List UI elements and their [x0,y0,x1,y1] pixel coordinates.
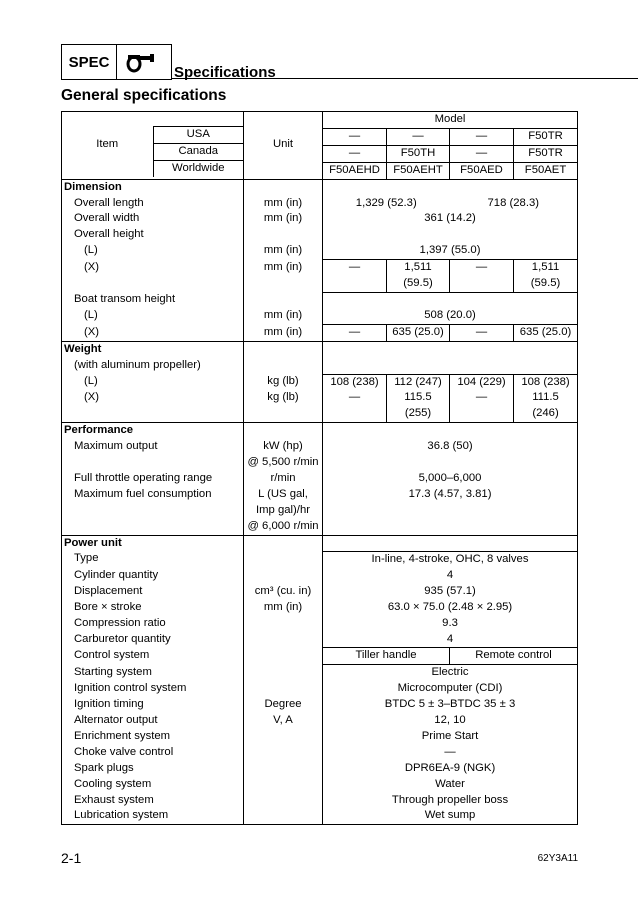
power-label: Cylinder quantity [62,568,244,584]
power-label: Ignition control system [62,681,244,697]
power-label: Alternator output [62,713,244,729]
worldwide-model-2: F50AEHT [387,162,450,179]
overall-width-unit: mm (in) [244,211,323,227]
weight-l-value-2: 112 (247) [387,374,450,390]
mfc-unit-b: Imp gal)/hr [256,503,310,516]
region-canada: Canada [153,143,244,160]
table-row [62,342,578,358]
weight-x-unit: kg (lb) [244,390,323,422]
weight-sub: (with aluminum propeller) [62,358,244,374]
table-row [62,260,578,293]
power-label: Cooling system [62,777,244,793]
mfc-label: Maximum fuel consumption [62,487,244,535]
power-unit [244,551,323,567]
power-unit [244,793,323,809]
table-row [62,390,578,422]
table-row [62,243,578,259]
table-row [62,616,578,632]
table-row [62,584,578,600]
weight-title: Weight [62,342,244,358]
overall-length-unit: mm (in) [244,196,323,212]
item-header: Item [96,138,119,151]
table-row [62,471,578,487]
max-output-label: Maximum output [62,439,244,471]
power-value: Microcomputer (CDI) [323,681,578,697]
transom-x-value-2: 635 (25.0) [387,325,450,342]
usa-model-1: — [323,128,387,145]
table-row [62,374,578,390]
power-unit [244,681,323,697]
power-value: Electric [323,665,578,681]
table-row [62,487,578,535]
usa-model-3: — [450,128,514,145]
power-label: Carburetor quantity [62,632,244,648]
weight-l-value-3: 104 (229) [450,374,514,390]
mfc-unit [244,487,323,535]
document-code: 62Y3A11 [537,853,578,864]
section-title: General specifications [61,87,227,104]
transom-l-unit: mm (in) [244,308,323,324]
height-x-value-4a: 1,511 [531,261,560,274]
canada-model-4: F50TR [514,145,578,162]
canada-model-1: — [323,145,387,162]
power-unit: mm (in) [244,600,323,616]
table-row [62,632,578,648]
power-label: Exhaust system [62,793,244,809]
table-row [62,535,578,551]
power-label: Bore × stroke [62,600,244,616]
table-row [62,808,578,824]
usa-model-2: — [387,128,450,145]
table-row [62,665,578,681]
weight-x-value-4 [514,390,578,422]
table-row [62,681,578,697]
table-row [62,648,578,665]
height-l-label: (L) [62,243,244,259]
worldwide-model-1: F50AEHD [323,162,387,179]
table-row [62,112,578,129]
canada-model-3: — [450,145,514,162]
weight-x-value-4b: (246) [532,407,559,420]
power-unit: Degree [244,697,323,713]
power-unit [244,665,323,681]
unit-header: Unit [244,112,323,180]
canada-model-2: F50TH [387,145,450,162]
wrench-gauge-icon [116,44,172,80]
power-unit [244,616,323,632]
max-output-unit-b: @ 5,500 r/min [247,456,319,469]
power-title: Power unit [62,535,244,551]
overall-width-value: 361 (14.2) [323,211,578,227]
overall-length-label: Overall length [62,196,244,212]
height-x-unit: mm (in) [244,260,323,293]
weight-l-value-4: 108 (238) [514,374,578,390]
overall-width-label: Overall width [62,211,244,227]
power-label: Control system [62,648,244,665]
page-number: 2-1 [61,850,82,866]
header-rule [172,78,638,79]
table-row [62,568,578,584]
height-l-unit: mm (in) [244,243,323,259]
height-x-value-2a: 1,511 [404,261,432,274]
power-label: Type [62,551,244,567]
weight-x-value-2 [387,390,450,422]
table-row [62,308,578,324]
spec-label: SPEC [61,44,117,80]
dimension-title: Dimension [62,179,244,195]
table-row [62,358,578,374]
model-header: Model [323,112,578,129]
power-unit [244,632,323,648]
weight-x-value-2b: (255) [404,407,432,420]
power-unit: cm³ (cu. in) [244,584,323,600]
height-x-value-3: — [450,260,514,293]
height-x-value-2 [387,260,450,293]
item-header-cell [62,112,244,180]
overall-height-label: Overall height [62,227,244,243]
power-unit [244,808,323,824]
ftor-label: Full throttle operating range [62,471,244,487]
control-value-remote: Remote control [450,648,578,665]
overall-length-value-2: 718 (28.3) [450,196,578,212]
weight-l-label: (L) [62,374,244,390]
power-label: Displacement [62,584,244,600]
table-row [62,761,578,777]
power-label: Lubrication system [62,808,244,824]
ftor-value: 5,000–6,000 [323,471,578,487]
power-unit [244,729,323,745]
weight-x-value-2a: 115.5 [404,391,432,404]
header-title: Specifications [174,64,276,81]
transom-l-value: 508 (20.0) [323,308,578,324]
power-value: 4 [323,568,578,584]
max-output-unit [244,439,323,471]
table-row [62,793,578,809]
power-value: 935 (57.1) [323,584,578,600]
table-row [62,551,578,567]
table-row [62,745,578,761]
overall-length-value-1: 1,329 (52.3) [323,196,450,212]
power-label: Starting system [62,665,244,681]
height-x-value-2b: (59.5) [403,277,433,290]
table-row [62,777,578,793]
mfc-unit-a: L (US gal, [258,487,308,500]
power-unit [244,777,323,793]
table-row [62,227,578,243]
region-usa: USA [153,126,244,143]
table-row [62,729,578,745]
table-row [62,697,578,713]
table-row [62,196,578,212]
power-label: Enrichment system [62,729,244,745]
power-value: BTDC 5 ± 3–BTDC 35 ± 3 [323,697,578,713]
max-output-unit-a: kW (hp) [263,440,303,453]
height-x-value-1: — [323,260,387,293]
weight-x-label: (X) [62,390,244,422]
table-row [62,325,578,342]
power-value: 63.0 × 75.0 (2.48 × 2.95) [323,600,578,616]
power-value: Water [323,777,578,793]
table-row [62,439,578,471]
power-unit [244,761,323,777]
table-row [62,211,578,227]
worldwide-model-3: F50AED [450,162,514,179]
transom-x-value-3: — [450,325,514,342]
power-value: Through propeller boss [323,793,578,809]
spec-table [61,111,578,825]
transom-x-unit: mm (in) [244,325,323,342]
power-value: Prime Start [323,729,578,745]
weight-x-value-3: — [450,390,514,422]
height-l-value: 1,397 (55.0) [323,243,578,259]
weight-l-value-1: 108 (238) [323,374,387,390]
power-value: 9.3 [323,616,578,632]
region-worldwide: Worldwide [153,160,244,177]
weight-l-unit: kg (lb) [244,374,323,390]
power-label: Ignition timing [62,697,244,713]
power-label: Choke valve control [62,745,244,761]
power-value: 12, 10 [323,713,578,729]
usa-model-4: F50TR [514,128,578,145]
transom-x-label: (X) [62,325,244,342]
control-value-tiller: Tiller handle [323,648,450,665]
transom-x-value-4: 635 (25.0) [514,325,578,342]
table-row [62,179,578,195]
power-unit [244,745,323,761]
worldwide-model-4: F50AET [514,162,578,179]
weight-x-value-1: — [323,390,387,422]
power-label: Compression ratio [62,616,244,632]
power-value: — [323,745,578,761]
power-value: Wet sump [323,808,578,824]
performance-title: Performance [62,423,244,439]
table-row [62,600,578,616]
table-row [62,713,578,729]
power-unit [244,568,323,584]
power-value: 4 [323,632,578,648]
mfc-unit-c: @ 6,000 r/min [247,519,319,532]
transom-l-label: (L) [62,308,244,324]
power-unit [244,648,323,665]
max-output-value: 36.8 (50) [323,439,578,471]
transom-label: Boat transom height [62,292,244,308]
power-unit: V, A [244,713,323,729]
table-row [62,423,578,439]
height-x-label: (X) [62,260,244,293]
power-value: In-line, 4-stroke, OHC, 8 valves [323,551,578,567]
power-label: Spark plugs [62,761,244,777]
table-row [62,292,578,308]
height-x-value-4b: (59.5) [530,277,561,290]
mfc-value: 17.3 (4.57, 3.81) [323,487,578,535]
weight-x-value-4a: 111.5 [532,391,559,404]
height-x-value-4 [514,260,578,293]
transom-x-value-1: — [323,325,387,342]
power-value: DPR6EA-9 (NGK) [323,761,578,777]
ftor-unit: r/min [244,471,323,487]
